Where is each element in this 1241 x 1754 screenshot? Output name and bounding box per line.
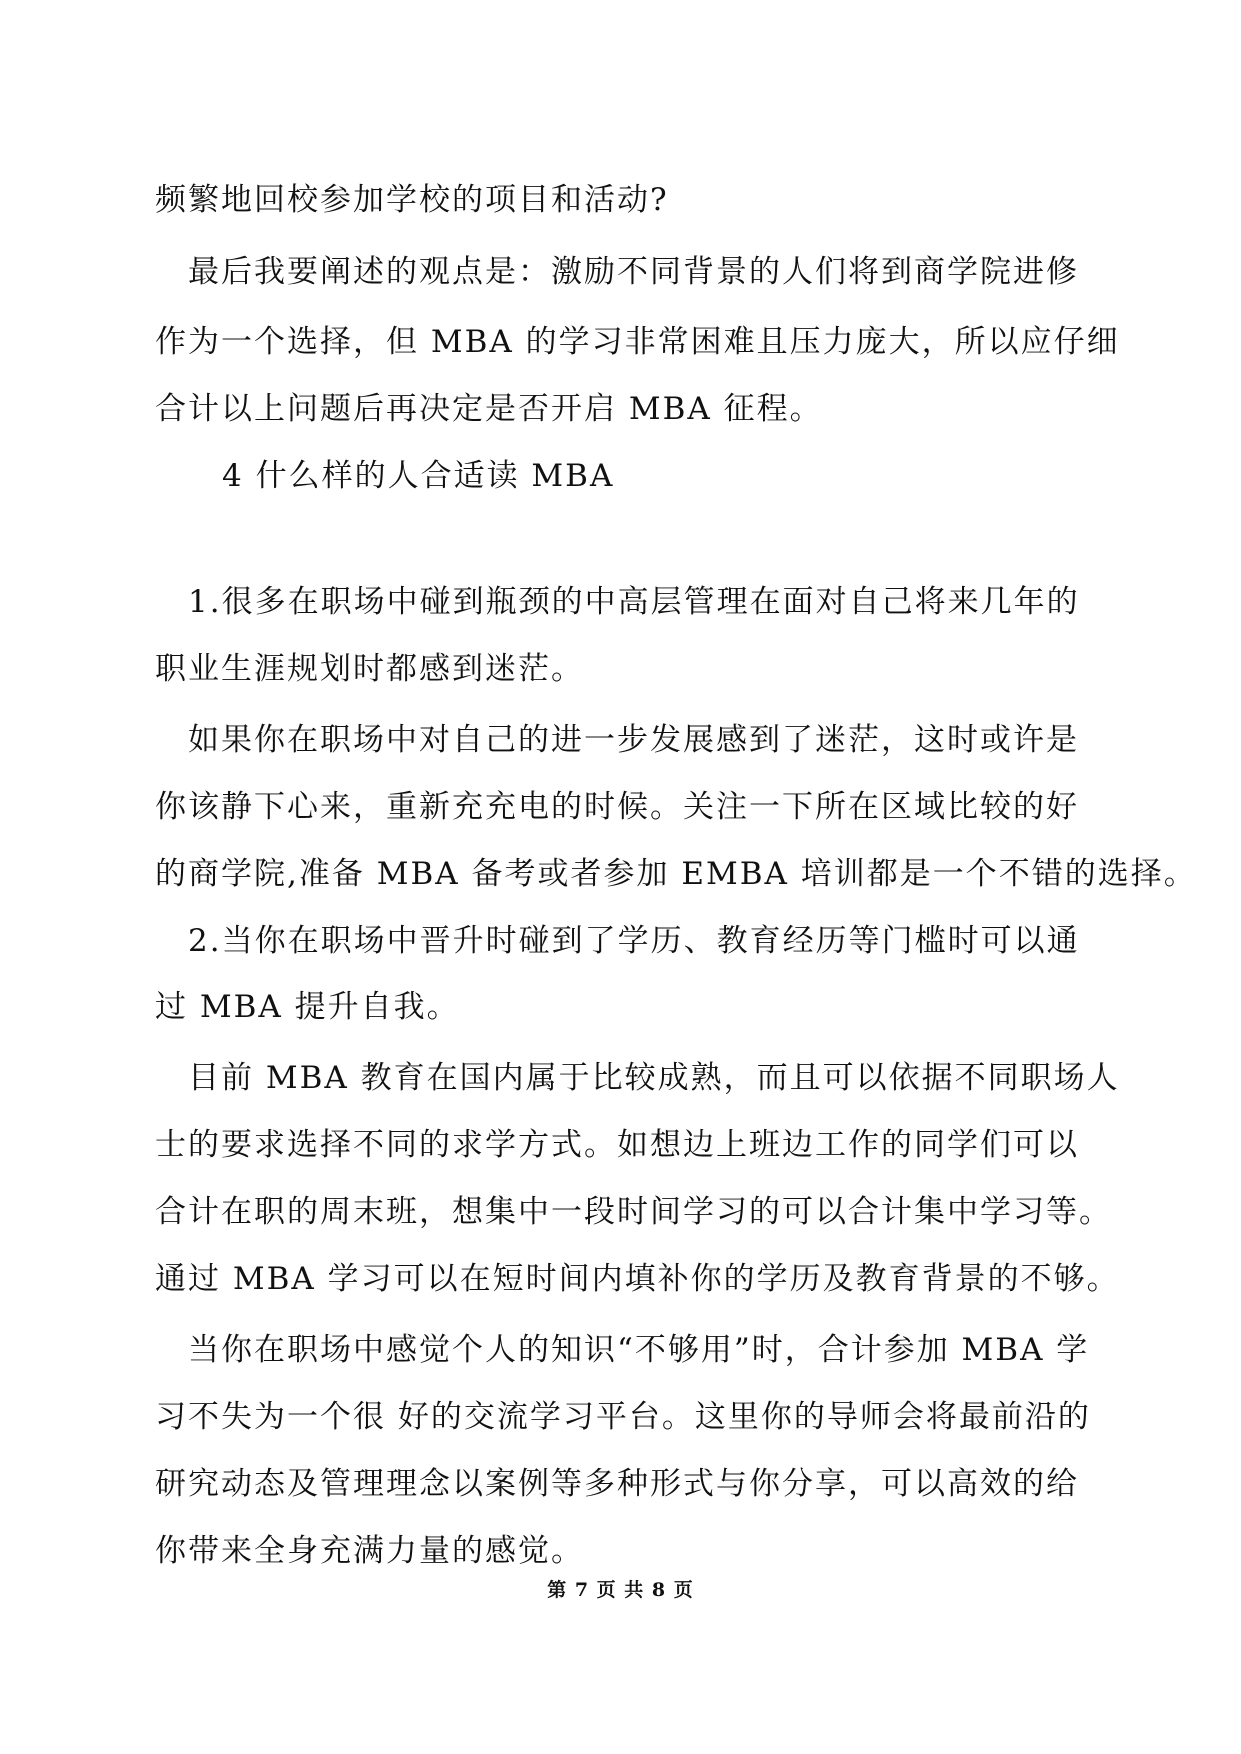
paragraph-line: 过 MBA 提升自我。 bbox=[155, 989, 460, 1025]
section-heading: 4 什么样的人合适读 MBA bbox=[222, 458, 615, 494]
paragraph-line: 士的要求选择不同的求学方式。如想边上班边工作的同学们可以 bbox=[155, 1127, 1079, 1163]
paragraph-line: 合计在职的周末班，想集中一段时间学习的可以合计集中学习等。 bbox=[155, 1194, 1112, 1230]
paragraph-line: 最后我要阐述的观点是：激励不同背景的人们将到商学院进修 bbox=[188, 254, 1079, 290]
paragraph-line: 作为一个选择，但 MBA 的学习非常困难且压力庞大，所以应仔细 bbox=[155, 324, 1120, 360]
paragraph-line: 你带来全身充满力量的感觉。 bbox=[155, 1533, 584, 1569]
paragraph-line: 1.很多在职场中碰到瓶颈的中高层管理在面对自己将来几年的 bbox=[188, 584, 1080, 620]
paragraph-line: 研究动态及管理理念以案例等多种形式与你分享，可以高效的给 bbox=[155, 1466, 1079, 1502]
paragraph-line: 2.当你在职场中晋升时碰到了学历、教育经历等门槛时可以通 bbox=[188, 923, 1080, 959]
paragraph-line: 职业生涯规划时都感到迷茫。 bbox=[155, 651, 584, 687]
page-number-footer: 第 7 页 共 8 页 bbox=[547, 1579, 694, 1601]
paragraph-line: 习不失为一个很 好的交流学习平台。这里你的导师会将最前沿的 bbox=[155, 1399, 1091, 1435]
paragraph-line: 的商学院,准备 MBA 备考或者参加 EMBA 培训都是一个不错的选择。 bbox=[155, 856, 1197, 892]
paragraph-line: 你该静下心来，重新充充电的时候。关注一下所在区域比较的好 bbox=[155, 789, 1079, 825]
paragraph-line: 如果你在职场中对自己的进一步发展感到了迷茫，这时或许是 bbox=[188, 722, 1079, 758]
paragraph-line: 目前 MBA 教育在国内属于比较成熟，而且可以依据不同职场人 bbox=[188, 1060, 1120, 1096]
paragraph-line: 当你在职场中感觉个人的知识“不够用”时，合计参加 MBA 学 bbox=[188, 1332, 1090, 1368]
paragraph-line: 合计以上问题后再决定是否开启 MBA 征程。 bbox=[155, 391, 823, 427]
paragraph-line: 频繁地回校参加学校的项目和活动? bbox=[155, 182, 669, 218]
paragraph-line: 通过 MBA 学习可以在短时间内填补你的学历及教育背景的不够。 bbox=[155, 1261, 1120, 1297]
